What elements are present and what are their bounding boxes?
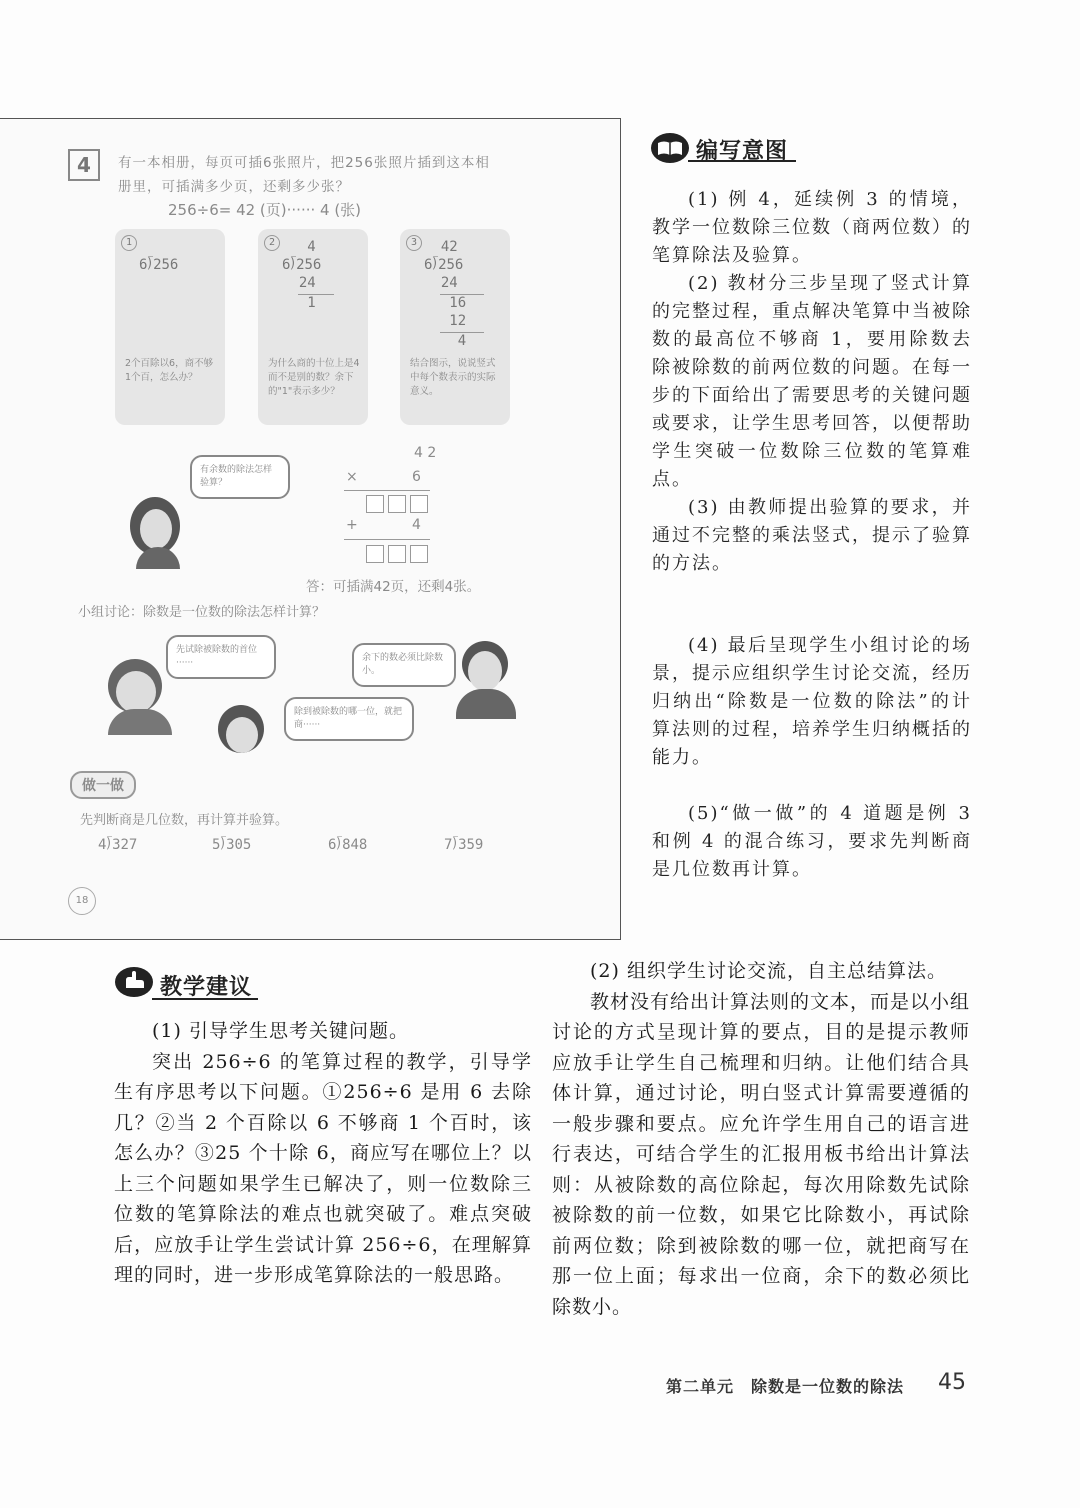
step-card-2 xyxy=(258,229,368,425)
division-line: 6⟌256 xyxy=(282,257,322,273)
answer-line: 答：可插满42页，还剩4张。 xyxy=(306,579,481,595)
division-line: 4 xyxy=(282,239,316,255)
textbook-page-number: 18 xyxy=(68,887,96,915)
step-number: 3 xyxy=(406,235,422,251)
blank-box xyxy=(366,545,384,563)
mult-top: 4 2 xyxy=(414,445,437,461)
advice-left-paragraph-1: (1) 引导学生思考关键问题。 xyxy=(152,1020,409,1042)
hand-pointer-icon xyxy=(114,966,154,998)
advice-left-paragraph-2: 突出 256÷6 的笔算过程的教学，引导学生有序思考以下问题。①256÷6 是用 6 去除几？②当 2 个百除以 6 不够商 1 个百时，该怎么办？③25 个十除 6，商应写在哪位上？以上三个问题如果学生已解决了，则一位数除三位数的笔算除法的难点也就突破了。难点突破后，应放手让学生尝试计算 256÷6，在理解算理的同时，进一步形成笔算除法的一般思路。 xyxy=(114,1050,532,1286)
open-book-icon xyxy=(650,132,690,164)
intent-text-block xyxy=(652,186,972,578)
step-card-1 xyxy=(115,229,225,425)
step-question: 2个百除以6，商不够1个百，怎么办？ xyxy=(125,358,214,383)
problem-line-1: 有一本相册，每页可插6张照片，把256张照片插到这本相 xyxy=(118,155,490,171)
boy-body xyxy=(108,709,172,735)
practice-item-3: 6⟌848 xyxy=(328,837,368,853)
rule-line xyxy=(344,539,430,540)
intent-paragraph-4: (4) 最后呈现学生小组讨论的场景，提示应组织学生讨论交流，经历归纳出“除数是一位数的除法”的计算法则的过程，培养学生归纳概括的能力。 xyxy=(652,635,972,768)
boy-speech-bubble: 先试除被除数的首位······ xyxy=(166,635,276,679)
step-card-3 xyxy=(400,229,510,425)
rule-line xyxy=(344,490,430,491)
heading-underline xyxy=(152,998,258,1000)
mult-plus: + xyxy=(346,517,358,533)
footer-unit-title: 第二单元 除数是一位数的除法 xyxy=(666,1377,905,1396)
advice-heading: 教学建议 xyxy=(160,975,253,1000)
blank-box xyxy=(410,495,428,513)
man-face xyxy=(468,651,502,691)
boy-face xyxy=(116,671,156,713)
step-number: 2 xyxy=(264,235,280,251)
advice-right-column xyxy=(552,956,970,1322)
division-line: 1 xyxy=(282,295,316,311)
blank-box xyxy=(410,545,428,563)
division-line: 24 xyxy=(424,275,458,291)
intent-paragraph-1: (1) 例 4，延续例 3 的情境，教学一位数除三位数（商两位数）的笔算除法及验算。 xyxy=(652,189,972,266)
blank-box xyxy=(388,545,406,563)
step-question: 为什么商的十位上是4而不是别的数？余下的"1"表示多少？ xyxy=(268,358,360,397)
step-question: 结合图示，说说竖式中每个数表示的实际意义。 xyxy=(410,358,496,397)
practice-item-2: 5⟌305 xyxy=(212,837,252,853)
division-line: 42 xyxy=(424,239,458,255)
equation: 256÷6= 42 (页)······ 4 (张) xyxy=(168,201,362,219)
teacher-face xyxy=(140,509,172,549)
division-line: 12 xyxy=(424,313,467,329)
intent-heading: 编写意图 xyxy=(696,139,789,164)
advice-right-paragraph-1: (2) 组织学生讨论交流，自主总结算法。 xyxy=(590,960,947,982)
division-line: 16 xyxy=(424,295,467,311)
footer-page-number: 45 xyxy=(938,1370,966,1395)
division-line: 4 xyxy=(424,333,467,349)
intent-paragraph-5: (5)“做一做”的 4 道题是例 3 和例 4 的混合练习，要求先判断商是几位数再计算。 xyxy=(652,803,972,880)
mult-four: 4 xyxy=(412,517,421,533)
check-speech-bubble: 有余数的除法怎样验算？ xyxy=(190,455,290,499)
problem-line-2: 册里，可插满多少页，还剩多少张？ xyxy=(118,179,350,195)
discussion-prompt: 小组讨论：除数是一位数的除法怎样计算？ xyxy=(78,605,326,620)
intent-paragraph-3: (3) 由教师提出验算的要求，并通过不完整的乘法竖式，提示了验算的方法。 xyxy=(652,497,972,574)
division-line: 6⟌256 xyxy=(139,257,179,273)
division-line: 24 xyxy=(282,275,316,291)
man-speech-bubble: 余下的数必须比除数小。 xyxy=(352,643,456,687)
practice-label: 做一做 xyxy=(70,771,136,799)
practice-instruction: 先判断商是几位数，再计算并验算。 xyxy=(80,813,289,828)
girl-face xyxy=(226,717,258,753)
division-line: 6⟌256 xyxy=(424,257,464,273)
example-number-badge: 4 xyxy=(68,149,100,181)
blank-box xyxy=(388,495,406,513)
intent-text-block-2 xyxy=(652,632,972,772)
practice-item-4: 7⟌359 xyxy=(444,837,484,853)
man-body xyxy=(456,689,516,719)
mult-six: 6 xyxy=(412,469,421,485)
textbook-page-image xyxy=(0,118,621,940)
mult-times: × xyxy=(346,469,358,485)
step-number: 1 xyxy=(121,235,137,251)
intent-paragraph-2: (2) 教材分三步呈现了竖式计算的完整过程，重点解决笔算中当被除数的最高位不够商 1，要用除数去除被除数的前两位数的问题。在每一步的下面给出了需要思考的关键问题或要求，让学生思考回答，以便帮助学生突破一位数除三位数的笔算难点。 xyxy=(652,273,972,490)
practice-item-1: 4⟌327 xyxy=(98,837,138,853)
girl-speech-bubble: 除到被除数的哪一位，就把商······ xyxy=(284,697,414,741)
advice-left-column xyxy=(114,1016,532,1291)
blank-box xyxy=(366,495,384,513)
advice-right-paragraph-2: 教材没有给出计算法则的文本，而是以小组讨论的方式呈现计算的要点，目的是提示教师应放手让学生自己梳理和归纳。让他们结合具体计算，通过讨论，明白竖式计算需要遵循的一般步骤和要点。应允许学生用自己的语言进行表达，可结合学生的汇报用板书给出计算法则：从被除数的高位除起，每次用除数先试除被除数的前一位数，如果它比除数小，再试除前两位数；除到被除数的哪一位，就把商写在那一位上面；每求出一位商，余下的数必须比除数小。 xyxy=(552,990,971,1318)
heading-underline xyxy=(688,160,796,162)
intent-text-block-3 xyxy=(652,800,972,884)
